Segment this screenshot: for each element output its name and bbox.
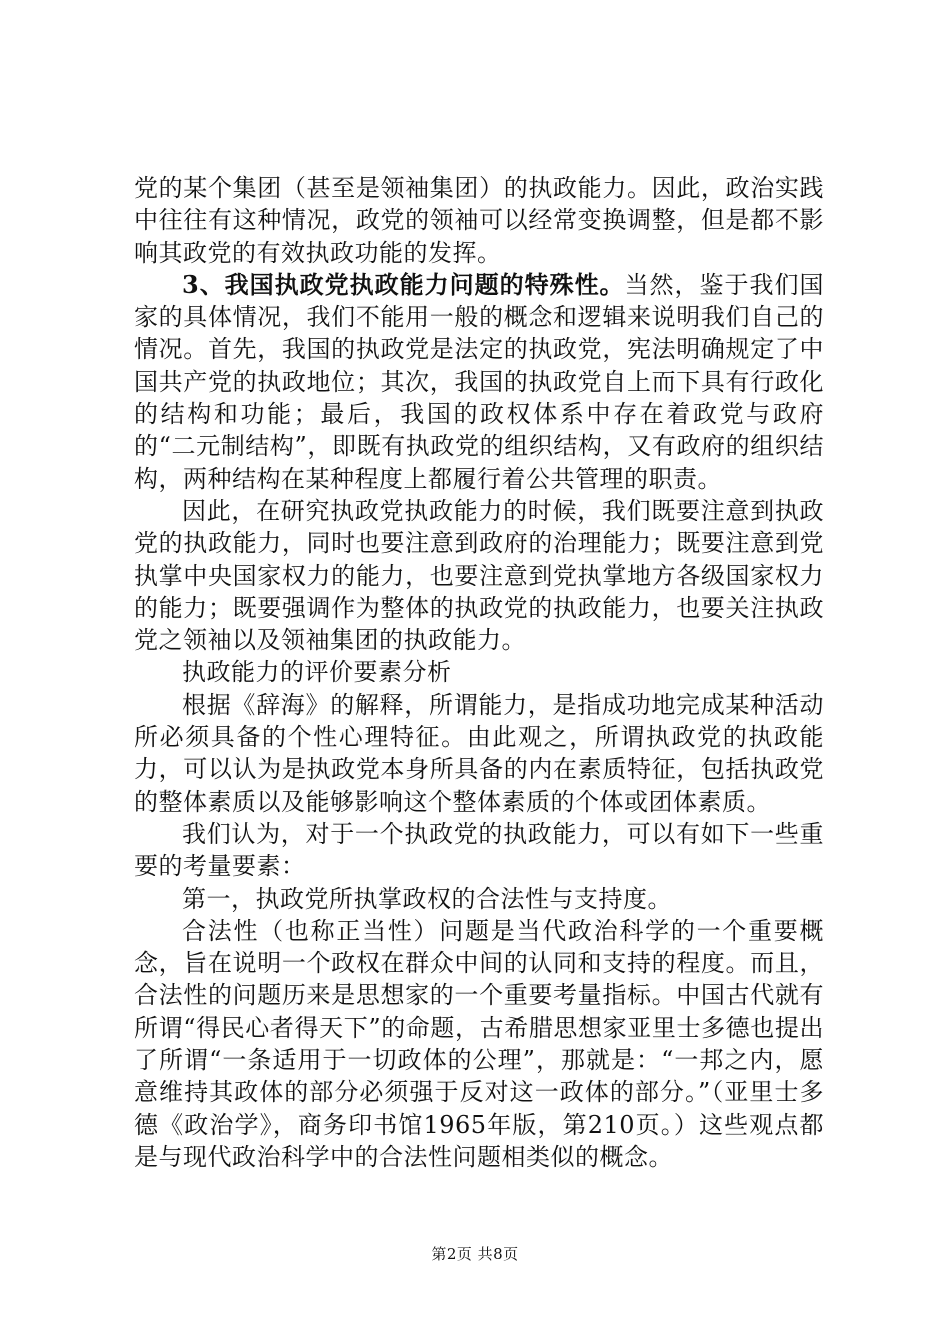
paragraph-text: 当然，鉴于我们国家的具体情况，我们不能用一般的概念和逻辑来说明我们自己的情况。首先，我国的执政党是法定的执政党，宪法明确规定了中国共产党的执政地位；其次，我国的执政党自上而下具有行政化的结构和功能；最后，我国的政权体系中存在着政党与政府的“二元制结构”，即既有执政党的组织结构，又有政府的组织结构，两种结构在某种程度上都履行着公共管理的职责。 xyxy=(134,270,825,493)
paragraph-text: 根据《辞海》的解释，所谓能力，是指成功地完成某种活动所必须具备的个性心理特征。由此观之，所谓执政党的执政能力，可以认为是执政党本身所具备的内在素质特征，包括执政党的整体素质以及能够影响这个整体素质的个体或团体素质。 xyxy=(134,690,824,816)
paragraph-research xyxy=(134,495,824,656)
paragraph-text: 执政能力的评价要素分析 xyxy=(182,658,452,687)
paragraph-heading: 3、我国执政党执政能力问题的特殊性。 xyxy=(182,269,625,299)
paragraph-text: 因此，在研究执政党执政能力的时候，我们既要注意到执政党的执政能力，同时也要注意到政府的治理能力；既要注意到党执掌中央国家权力的能力，也要注意到党执掌地方各级国家权力的能力；既要强调作为整体的执政党的执政能力，也要关注执政党之领袖以及领袖集团的执政能力。 xyxy=(134,496,824,655)
paragraph-continuation xyxy=(134,172,824,269)
section-heading xyxy=(134,656,824,688)
paragraph-definition xyxy=(134,689,824,818)
body-text xyxy=(134,172,824,1173)
paragraph-factors-intro xyxy=(134,818,824,883)
paragraph-text: 党的某个集团（甚至是领袖集团）的执政能力。因此，政治实践中往往有这种情况，政党的领袖可以经常变换调整，但是都不影响其政党的有效执政功能的发挥。 xyxy=(134,174,824,267)
paragraph-first-factor xyxy=(134,883,824,915)
paragraph-text: 第一，执政党所执掌政权的合法性与支持度。 xyxy=(182,884,672,913)
page-number-footer: 第2页 共8页 xyxy=(431,1245,519,1263)
paragraph-legitimacy xyxy=(134,915,824,1173)
paragraph-text: 我们认为，对于一个执政党的执政能力，可以有如下一些重要的考量要素： xyxy=(134,819,824,881)
paragraph-particularity xyxy=(134,269,824,495)
paragraph-text: 合法性（也称正当性）问题是当代政治科学的一个重要概念，旨在说明一个政权在群众中间的认同和支持的程度。而且，合法性的问题历来是思想家的一个重要考量指标。中国古代就有所谓“得民心者得天下”的命题，古希腊思想家亚里士多德也提出了所谓“一条适用于一切政体的公理”，那就是：“一邦之内，愿意维持其政体的部分必须强于反对这一政体的部分。”（亚里士多德《政治学》，商务印书馆1965年版，第210页。）这些观点都是与现代政治科学中的合法性问题相类似的概念。 xyxy=(134,916,824,1171)
